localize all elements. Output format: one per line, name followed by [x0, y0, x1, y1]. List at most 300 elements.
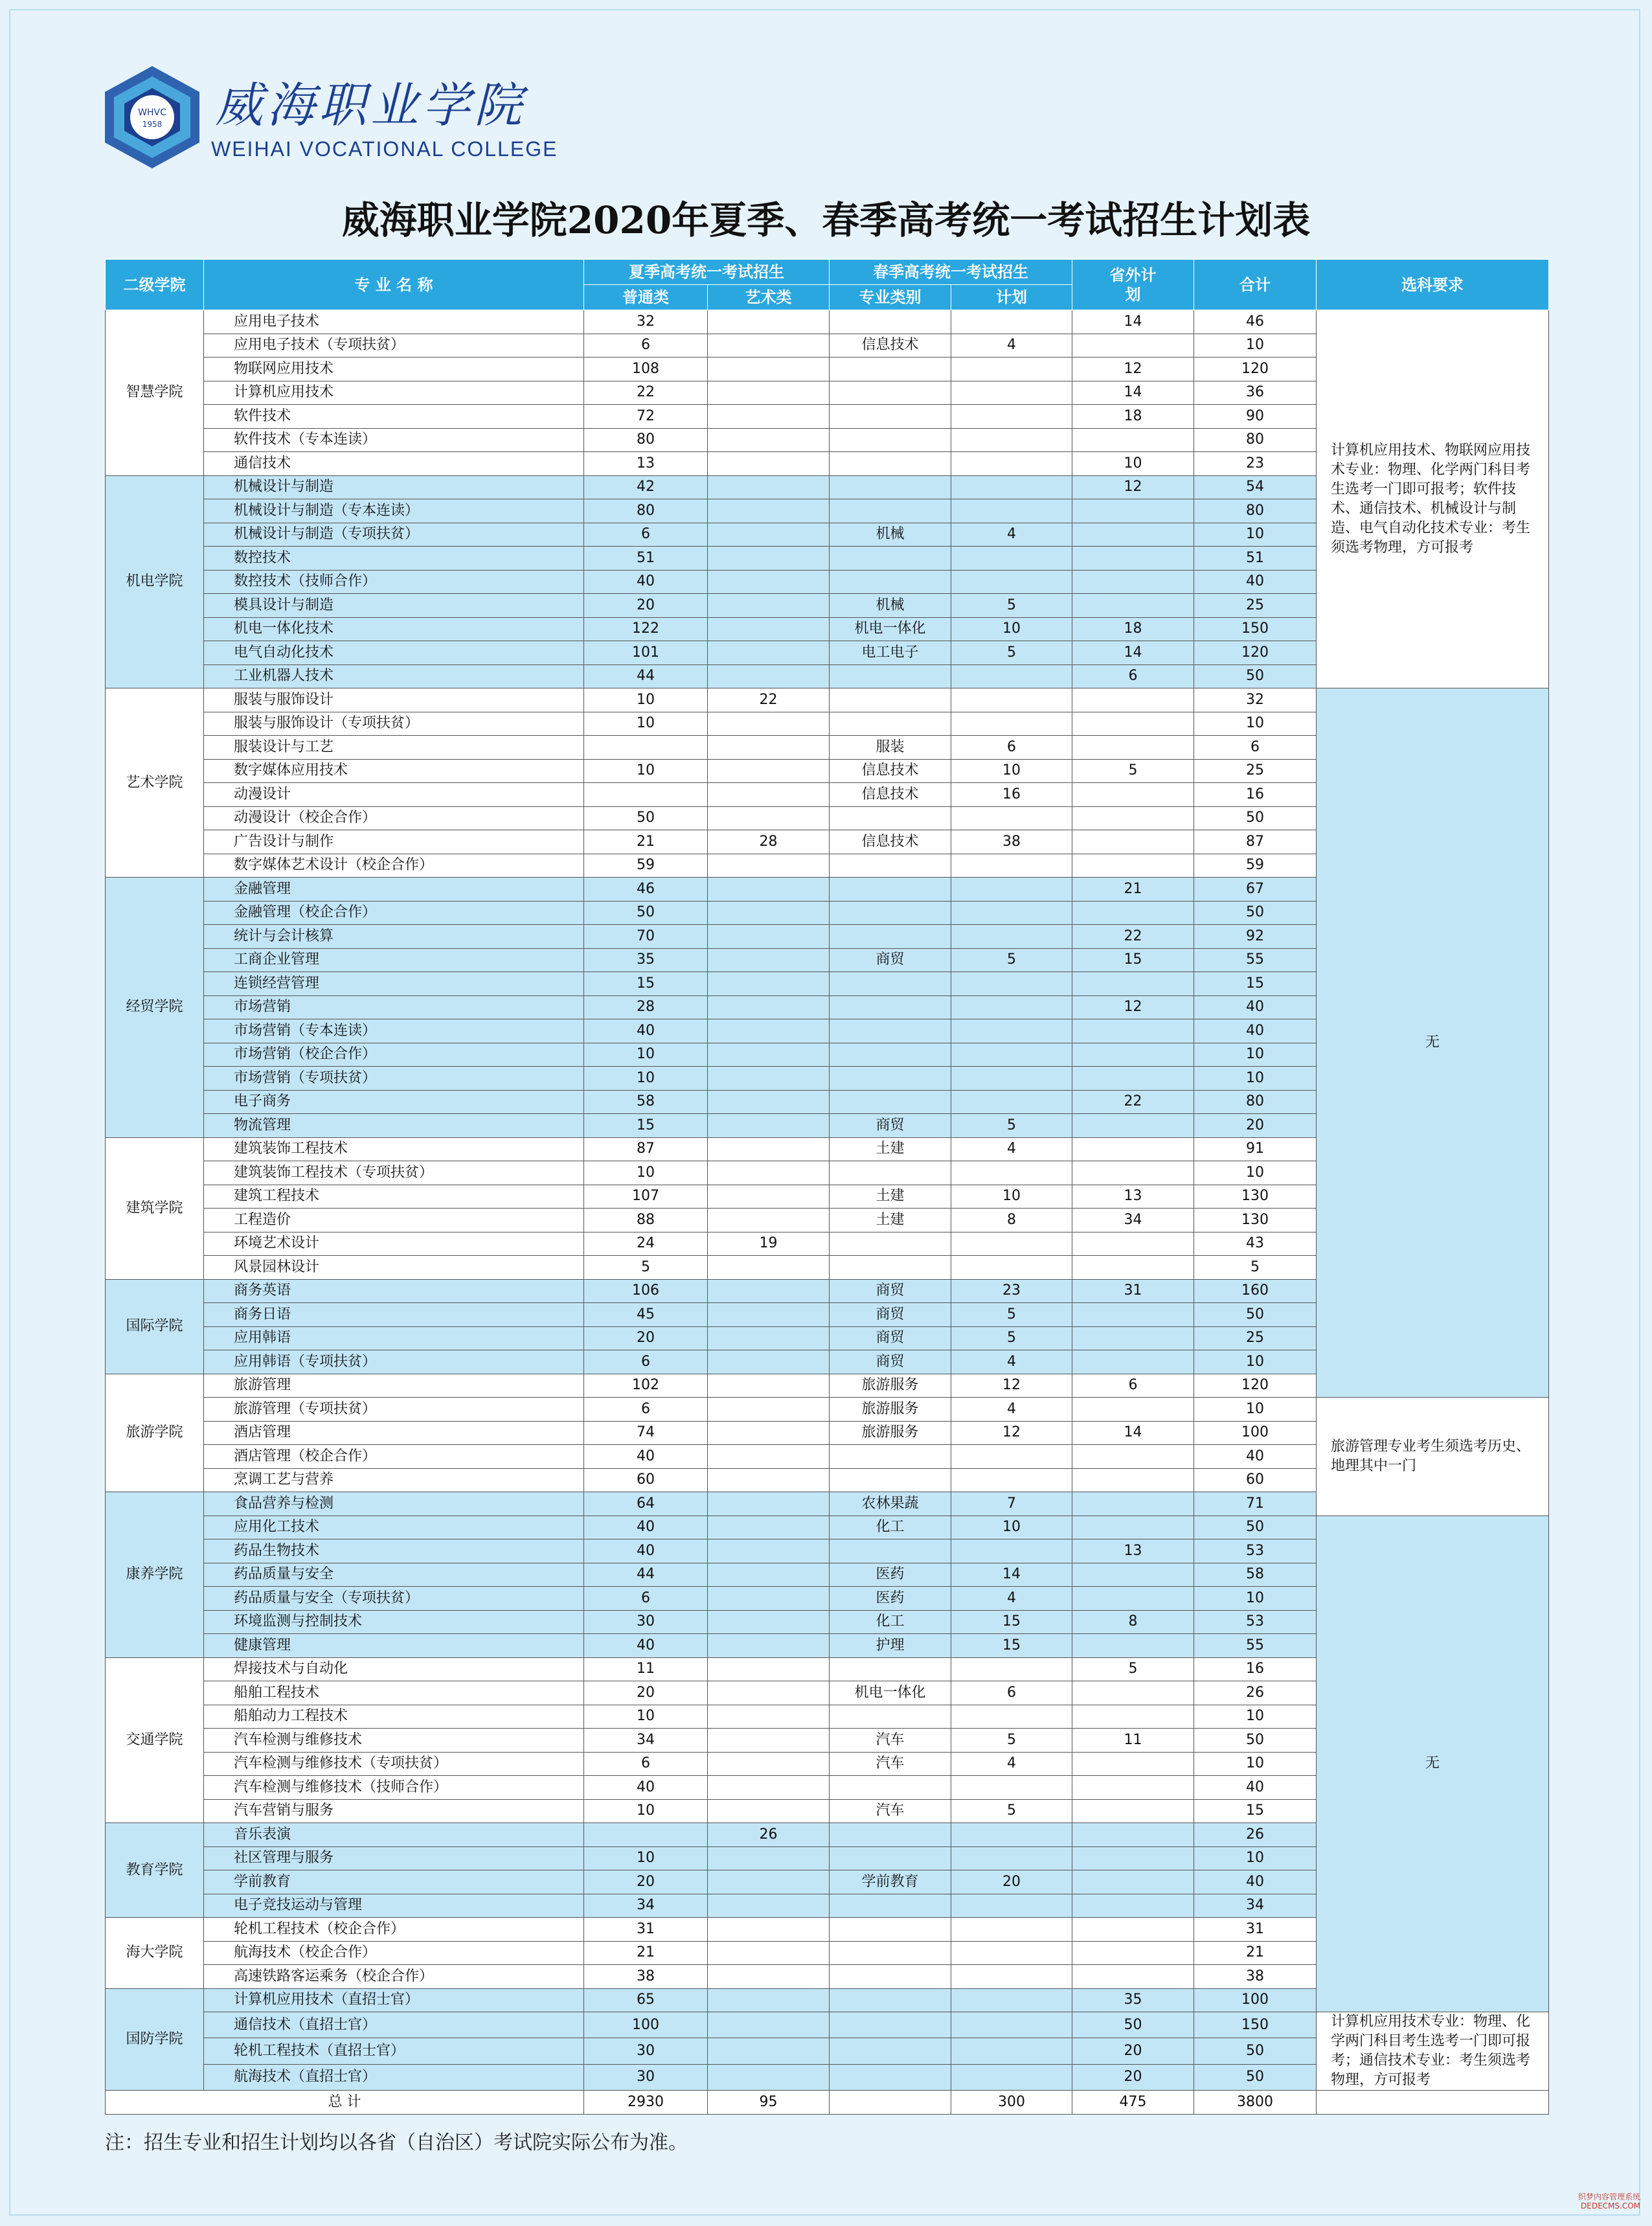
summer-general-cell: 10 [584, 1799, 708, 1823]
header-requirement: 选科要求 [1317, 260, 1549, 310]
major-cell: 动漫设计 [204, 783, 584, 807]
total-cell: 50 [1194, 1516, 1317, 1539]
total-cell: 50 [1194, 1303, 1317, 1327]
summer-art-cell [708, 594, 830, 618]
major-cell: 高速铁路客运乘务（校企合作） [204, 1965, 584, 1989]
total-cell: 10 [1194, 712, 1317, 736]
spring-category-cell: 旅游服务 [830, 1421, 951, 1445]
table-row [106, 1398, 1549, 1422]
outside-cell [1072, 1846, 1194, 1870]
summer-art-cell [708, 1256, 830, 1280]
spring-plan-cell [951, 901, 1072, 925]
summer-general-cell: 30 [584, 1610, 708, 1634]
summer-art-cell [708, 523, 830, 547]
major-cell: 药品生物技术 [204, 1539, 584, 1563]
summer-art-cell [708, 1563, 830, 1587]
total-cell: 40 [1194, 1870, 1317, 1894]
outside-cell: 6 [1072, 1374, 1194, 1398]
major-cell: 工业机器人技术 [204, 664, 584, 688]
major-cell: 汽车检测与维修技术（技师合作） [204, 1776, 584, 1800]
major-cell: 药品质量与安全（专项扶贫） [204, 1587, 584, 1611]
summer-general-cell: 6 [584, 1752, 708, 1776]
total-cell: 16 [1194, 1657, 1317, 1681]
total-cell: 34 [1194, 1894, 1317, 1918]
spring-category-cell [830, 1657, 951, 1681]
outside-cell [1072, 1232, 1194, 1256]
total-cell: 60 [1194, 1468, 1317, 1492]
summer-art-cell [708, 1516, 830, 1539]
spring-category-cell [830, 547, 951, 571]
spring-category-cell: 汽车 [830, 1752, 951, 1776]
summer-art-cell [708, 995, 830, 1019]
outside-cell: 12 [1072, 995, 1194, 1019]
outside-cell [1072, 1161, 1194, 1185]
summer-art-cell [708, 1799, 830, 1823]
spring-category-cell [830, 664, 951, 688]
outside-cell: 14 [1072, 1421, 1194, 1445]
college-cell: 旅游学院 [106, 1374, 204, 1492]
spring-category-cell: 信息技术 [830, 759, 951, 783]
total-cell: 50 [1194, 2038, 1317, 2064]
summer-general-cell: 44 [584, 664, 708, 688]
summer-art-cell [708, 1539, 830, 1563]
spring-plan-cell [951, 995, 1072, 1019]
logo-name-en: WEIHAI VOCATIONAL COLLEGE [211, 137, 558, 161]
spring-category-cell [830, 1894, 951, 1918]
spring-plan-cell: 5 [951, 641, 1072, 665]
outside-cell: 12 [1072, 358, 1194, 381]
total-cell: 120 [1194, 1374, 1317, 1398]
major-cell: 数字媒体应用技术 [204, 759, 584, 783]
summer-general-cell: 72 [584, 405, 708, 429]
summer-general-cell: 65 [584, 1988, 708, 2012]
outside-cell [1072, 1114, 1194, 1138]
summer-general-cell: 80 [584, 499, 708, 523]
summer-art-cell [708, 334, 830, 358]
total-cell: 55 [1194, 1634, 1317, 1658]
spring-plan-cell: 5 [951, 1729, 1072, 1753]
total-row [106, 2091, 1549, 2115]
summer-general-cell: 15 [584, 972, 708, 996]
spring-plan-cell [951, 854, 1072, 878]
total-cell: 120 [1194, 358, 1317, 381]
total-total: 3800 [1194, 2091, 1317, 2115]
outside-cell [1072, 1587, 1194, 1611]
major-cell: 轮机工程技术（直招士官） [204, 2038, 584, 2064]
summer-general-cell: 21 [584, 830, 708, 854]
summer-art-cell [708, 1043, 830, 1067]
summer-general-cell: 10 [584, 759, 708, 783]
major-cell: 建筑装饰工程技术 [204, 1137, 584, 1161]
major-cell: 旅游管理 [204, 1374, 584, 1398]
total-cell: 80 [1194, 428, 1317, 452]
header-spring-plan: 计划 [951, 285, 1072, 310]
outside-cell [1072, 1752, 1194, 1776]
spring-plan-cell [951, 1941, 1072, 1965]
footnote: 注：招生专业和招生计划均以各省（自治区）考试院实际公布为准。 [105, 2131, 688, 2154]
spring-plan-cell: 15 [951, 1610, 1072, 1634]
total-cell: 58 [1194, 1563, 1317, 1587]
outside-cell: 15 [1072, 948, 1194, 972]
watermark [1578, 2192, 1640, 2210]
summer-general-cell: 42 [584, 475, 708, 499]
major-cell: 计算机应用技术 [204, 381, 584, 405]
major-cell: 服装与服饰设计（专项扶贫） [204, 712, 584, 736]
summer-art-cell: 26 [708, 1823, 830, 1847]
spring-plan-cell [951, 1256, 1072, 1280]
major-cell: 烹调工艺与营养 [204, 1468, 584, 1492]
major-cell: 建筑装饰工程技术（专项扶贫） [204, 1161, 584, 1185]
summer-art-cell [708, 1421, 830, 1445]
summer-general-cell: 10 [584, 1161, 708, 1185]
summer-art-cell [708, 1185, 830, 1209]
total-cell: 23 [1194, 452, 1317, 476]
total-cell: 51 [1194, 547, 1317, 571]
summer-art-cell [708, 664, 830, 688]
total-cell: 40 [1194, 1019, 1317, 1043]
outside-cell: 22 [1072, 925, 1194, 949]
major-cell: 服装与服饰设计 [204, 688, 584, 712]
spring-plan-cell [951, 2064, 1072, 2090]
page-title: 威海职业学院2020年夏季、春季高考统一考试招生计划表 [341, 198, 1311, 242]
summer-general-cell: 10 [584, 1067, 708, 1091]
summer-art-cell [708, 1941, 830, 1965]
summer-art-cell [708, 617, 830, 641]
total-cell: 5 [1194, 1256, 1317, 1280]
major-cell: 计算机应用技术（直招士官） [204, 1988, 584, 2012]
total-cell: 32 [1194, 688, 1317, 712]
outside-cell [1072, 1516, 1194, 1539]
total-cell: 20 [1194, 1114, 1317, 1138]
spring-category-cell: 化工 [830, 1516, 951, 1539]
spring-plan-cell: 15 [951, 1634, 1072, 1658]
summer-general-cell: 10 [584, 1705, 708, 1729]
college-cell: 智慧学院 [106, 310, 204, 476]
major-cell: 健康管理 [204, 1634, 584, 1658]
college-cell: 经贸学院 [106, 878, 204, 1138]
major-cell: 食品营养与检测 [204, 1492, 584, 1516]
spring-category-cell [830, 1846, 951, 1870]
spring-category-cell [830, 854, 951, 878]
outside-cell [1072, 1823, 1194, 1847]
summer-general-cell: 21 [584, 1941, 708, 1965]
spring-category-cell [830, 358, 951, 381]
major-cell: 机电一体化技术 [204, 617, 584, 641]
summer-general-cell: 6 [584, 523, 708, 547]
summer-art-cell [708, 1114, 830, 1138]
outside-cell: 34 [1072, 1209, 1194, 1232]
summer-general-cell: 15 [584, 1114, 708, 1138]
summer-art-cell [708, 925, 830, 949]
spring-plan-cell: 5 [951, 1114, 1072, 1138]
summer-general-cell: 40 [584, 1516, 708, 1539]
summer-general-cell: 6 [584, 1350, 708, 1374]
total-summer-art: 95 [708, 2091, 830, 2115]
major-cell: 软件技术 [204, 405, 584, 429]
summer-general-cell [584, 783, 708, 807]
major-cell: 机械设计与制造（专项扶贫） [204, 523, 584, 547]
summer-general-cell: 34 [584, 1894, 708, 1918]
spring-category-cell [830, 499, 951, 523]
spring-plan-cell [951, 475, 1072, 499]
spring-plan-cell: 23 [951, 1279, 1072, 1303]
spring-category-cell: 商贸 [830, 1350, 951, 1374]
total-spring-plan: 300 [951, 2091, 1072, 2115]
summer-general-cell: 102 [584, 1374, 708, 1398]
total-cell: 26 [1194, 1823, 1317, 1847]
major-cell: 环境监测与控制技术 [204, 1610, 584, 1634]
summer-art-cell [708, 759, 830, 783]
total-cell: 40 [1194, 570, 1317, 594]
summer-art-cell [708, 1445, 830, 1469]
table-row [106, 310, 1549, 334]
major-cell: 酒店管理（校企合作） [204, 1445, 584, 1469]
logo-badge-abbr: WHVC [138, 108, 166, 118]
outside-cell [1072, 1941, 1194, 1965]
major-cell: 应用韩语 [204, 1326, 584, 1350]
summer-general-cell: 35 [584, 948, 708, 972]
spring-category-cell: 商贸 [830, 1303, 951, 1327]
summer-general-cell: 108 [584, 358, 708, 381]
summer-general-cell: 40 [584, 1634, 708, 1658]
outside-cell [1072, 901, 1194, 925]
summer-general-cell: 64 [584, 1492, 708, 1516]
table-row [106, 2012, 1549, 2038]
summer-art-cell [708, 1303, 830, 1327]
spring-category-cell: 汽车 [830, 1799, 951, 1823]
summer-general-cell: 40 [584, 1776, 708, 1800]
spring-category-cell [830, 1161, 951, 1185]
spring-category-cell [830, 1445, 951, 1469]
summer-general-cell: 10 [584, 712, 708, 736]
major-cell: 服装设计与工艺 [204, 736, 584, 760]
spring-category-cell: 服装 [830, 736, 951, 760]
major-cell: 汽车营销与服务 [204, 1799, 584, 1823]
outside-cell [1072, 1681, 1194, 1705]
spring-category-cell [830, 972, 951, 996]
total-cell: 6 [1194, 736, 1317, 760]
outside-cell: 13 [1072, 1539, 1194, 1563]
summer-art-cell [708, 1634, 830, 1658]
summer-general-cell: 40 [584, 570, 708, 594]
spring-category-cell [830, 2064, 951, 2090]
total-cell: 10 [1194, 1398, 1317, 1422]
spring-category-cell: 机械 [830, 594, 951, 618]
major-cell: 软件技术（专本连读） [204, 428, 584, 452]
spring-plan-cell [951, 358, 1072, 381]
spring-category-cell [830, 1067, 951, 1091]
spring-plan-cell: 5 [951, 948, 1072, 972]
total-cell: 53 [1194, 1539, 1317, 1563]
watermark-line-1: 织梦内容管理系统 [1578, 2192, 1640, 2201]
total-cell: 25 [1194, 1326, 1317, 1350]
total-cell: 43 [1194, 1232, 1317, 1256]
summer-general-cell: 6 [584, 1587, 708, 1611]
outside-cell [1072, 1019, 1194, 1043]
spring-plan-cell [951, 878, 1072, 902]
outside-cell [1072, 1492, 1194, 1516]
outside-cell [1072, 736, 1194, 760]
header-summer: 夏季高考统一考试招生 [584, 260, 830, 285]
outside-cell [1072, 1326, 1194, 1350]
summer-general-cell: 74 [584, 1421, 708, 1445]
summer-general-cell: 46 [584, 878, 708, 902]
major-cell: 应用电子技术 [204, 310, 584, 334]
outside-cell [1072, 334, 1194, 358]
major-cell: 机械设计与制造（专本连读） [204, 499, 584, 523]
outside-cell [1072, 712, 1194, 736]
outside-cell [1072, 499, 1194, 523]
spring-category-cell: 信息技术 [830, 830, 951, 854]
summer-art-cell [708, 475, 830, 499]
spring-plan-cell [951, 712, 1072, 736]
summer-general-cell: 11 [584, 1657, 708, 1681]
total-cell: 15 [1194, 972, 1317, 996]
total-cell: 40 [1194, 1445, 1317, 1469]
summer-general-cell: 38 [584, 1965, 708, 1989]
spring-plan-cell [951, 570, 1072, 594]
table-row [106, 1516, 1549, 1539]
total-cell: 90 [1194, 405, 1317, 429]
total-cell: 150 [1194, 617, 1317, 641]
major-cell: 药品质量与安全 [204, 1563, 584, 1587]
major-cell: 动漫设计（校企合作） [204, 806, 584, 830]
outside-cell [1072, 1067, 1194, 1091]
total-cell: 80 [1194, 1090, 1317, 1114]
spring-plan-cell [951, 1445, 1072, 1469]
total-cell: 10 [1194, 1752, 1317, 1776]
outside-cell [1072, 1563, 1194, 1587]
total-cell: 53 [1194, 1610, 1317, 1634]
total-cell: 71 [1194, 1492, 1317, 1516]
major-cell: 物流管理 [204, 1114, 584, 1138]
header-major: 专 业 名 称 [204, 260, 584, 310]
college-cell: 交通学院 [106, 1657, 204, 1823]
outside-cell [1072, 1634, 1194, 1658]
summer-general-cell: 10 [584, 688, 708, 712]
total-cell: 50 [1194, 901, 1317, 925]
spring-plan-cell [951, 1043, 1072, 1067]
outside-cell [1072, 1894, 1194, 1918]
major-cell: 环境艺术设计 [204, 1232, 584, 1256]
outside-cell [1072, 1776, 1194, 1800]
major-cell: 学前教育 [204, 1870, 584, 1894]
major-cell: 音乐表演 [204, 1823, 584, 1847]
header-spring: 春季高考统一考试招生 [830, 260, 1072, 285]
spring-plan-cell [951, 452, 1072, 476]
outside-cell [1072, 1468, 1194, 1492]
major-cell: 市场营销 [204, 995, 584, 1019]
summer-art-cell [708, 901, 830, 925]
spring-plan-cell: 12 [951, 1374, 1072, 1398]
summer-art-cell [708, 1965, 830, 1989]
summer-art-cell [708, 1137, 830, 1161]
summer-art-cell [708, 878, 830, 902]
major-cell: 汽车检测与维修技术 [204, 1729, 584, 1753]
summer-art-cell [708, 783, 830, 807]
summer-general-cell: 50 [584, 806, 708, 830]
summer-art-cell [708, 806, 830, 830]
spring-plan-cell [951, 1019, 1072, 1043]
requirement-cell: 无 [1317, 1516, 1549, 2012]
summer-general-cell: 13 [584, 452, 708, 476]
header-spring-category: 专业类别 [830, 285, 951, 310]
outside-cell: 6 [1072, 664, 1194, 688]
spring-category-cell [830, 1988, 951, 2012]
spring-plan-cell [951, 972, 1072, 996]
spring-plan-cell [951, 1539, 1072, 1563]
summer-art-cell [708, 1492, 830, 1516]
total-cell: 15 [1194, 1799, 1317, 1823]
spring-plan-cell [951, 1657, 1072, 1681]
summer-general-cell: 30 [584, 2064, 708, 2090]
requirement-cell: 计算机应用技术、物联网应用技术专业：物理、化学两门科目考生选考一门即可报考；软件技术、通信技术、机械设计与制造、电气自动化技术专业：考生须选考物理，方可报考 [1317, 310, 1549, 688]
spring-category-cell [830, 1019, 951, 1043]
outside-cell [1072, 1303, 1194, 1327]
spring-category-cell [830, 1705, 951, 1729]
summer-art-cell [708, 1894, 830, 1918]
spring-plan-cell: 10 [951, 759, 1072, 783]
outside-cell: 18 [1072, 405, 1194, 429]
outside-cell [1072, 972, 1194, 996]
spring-plan-cell [951, 1067, 1072, 1091]
summer-art-cell [708, 1067, 830, 1091]
major-cell: 焊接技术与自动化 [204, 1657, 584, 1681]
total-cell: 40 [1194, 995, 1317, 1019]
spring-plan-cell: 6 [951, 1681, 1072, 1705]
total-cell: 87 [1194, 830, 1317, 854]
major-cell: 广告设计与制作 [204, 830, 584, 854]
total-cell: 10 [1194, 1043, 1317, 1067]
logo-badge-icon [97, 62, 207, 172]
spring-category-cell: 汽车 [830, 1729, 951, 1753]
outside-cell: 18 [1072, 617, 1194, 641]
total-cell: 67 [1194, 878, 1317, 902]
summer-general-cell: 106 [584, 1279, 708, 1303]
spring-category-cell: 商贸 [830, 1326, 951, 1350]
spring-plan-cell [951, 806, 1072, 830]
spring-plan-cell: 5 [951, 1303, 1072, 1327]
summer-general-cell: 101 [584, 641, 708, 665]
summer-art-cell [708, 1374, 830, 1398]
major-cell: 商务英语 [204, 1279, 584, 1303]
major-cell: 轮机工程技术（校企合作） [204, 1918, 584, 1942]
summer-general-cell: 70 [584, 925, 708, 949]
spring-category-cell [830, 1256, 951, 1280]
spring-plan-cell: 8 [951, 1209, 1072, 1232]
summer-art-cell: 19 [708, 1232, 830, 1256]
major-cell: 数控技术（技师合作） [204, 570, 584, 594]
spring-plan-cell: 4 [951, 1587, 1072, 1611]
spring-plan-cell: 5 [951, 1326, 1072, 1350]
spring-plan-cell [951, 310, 1072, 334]
spring-plan-cell [951, 2038, 1072, 2064]
spring-plan-cell [951, 405, 1072, 429]
college-cell: 机电学院 [106, 475, 204, 688]
outside-cell: 5 [1072, 1657, 1194, 1681]
spring-plan-cell [951, 547, 1072, 571]
spring-plan-cell [951, 1823, 1072, 1847]
major-cell: 数字媒体艺术设计（校企合作） [204, 854, 584, 878]
outside-cell [1072, 1043, 1194, 1067]
spring-plan-cell: 4 [951, 523, 1072, 547]
summer-general-cell [584, 1823, 708, 1847]
total-cell: 10 [1194, 1587, 1317, 1611]
major-cell: 航海技术（直招士官） [204, 2064, 584, 2090]
major-cell: 风景园林设计 [204, 1256, 584, 1280]
outside-cell: 12 [1072, 475, 1194, 499]
summer-art-cell: 22 [708, 688, 830, 712]
